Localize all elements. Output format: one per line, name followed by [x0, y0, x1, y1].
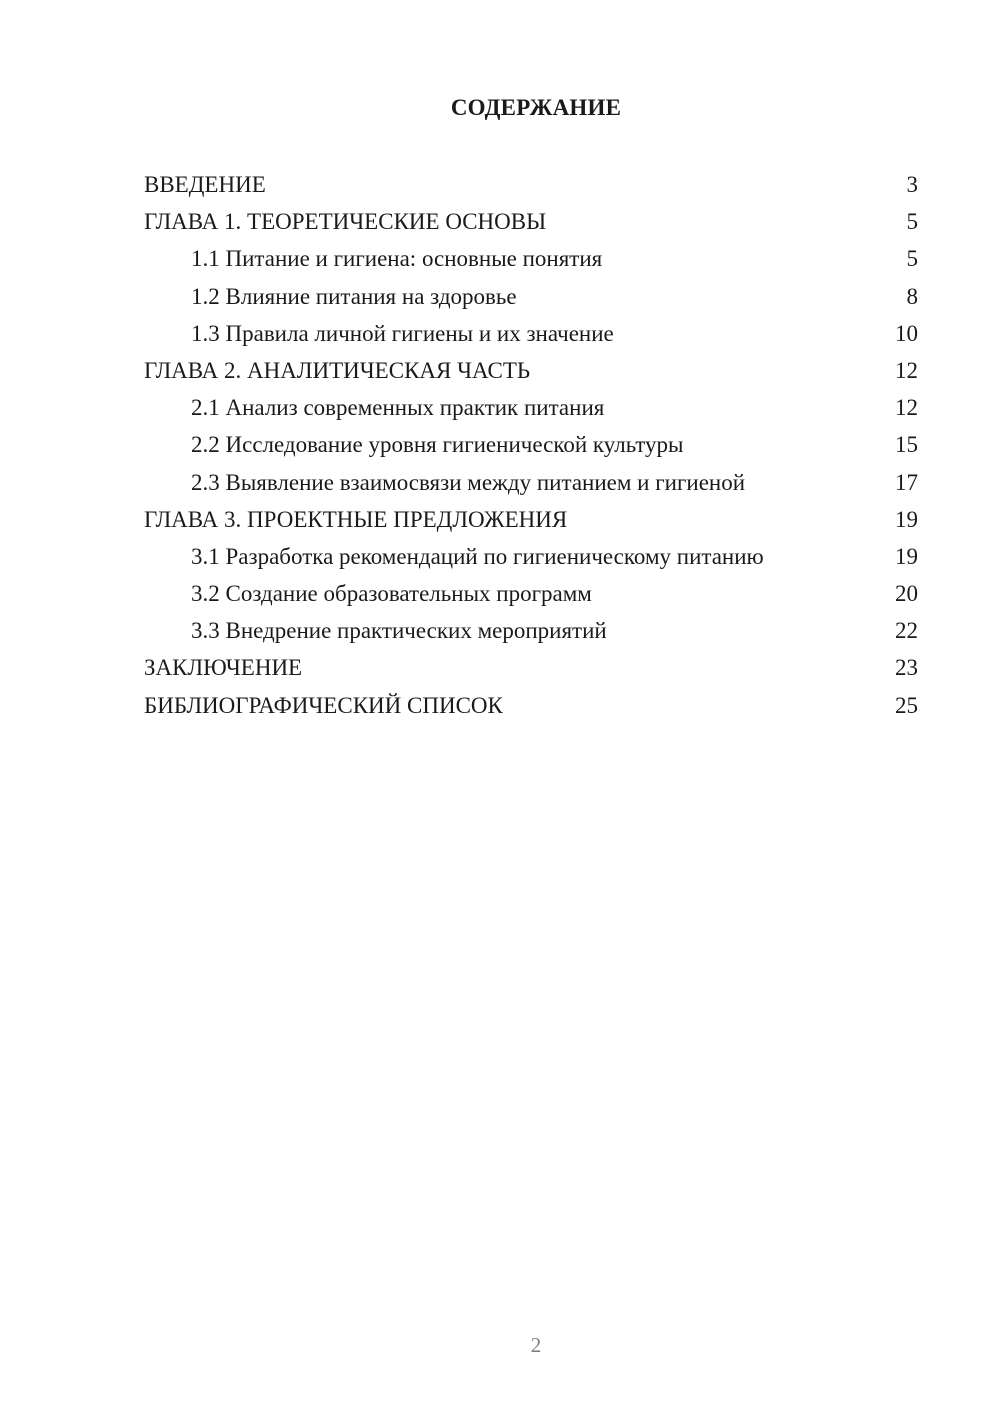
toc-entry-section-2-1	[144, 389, 918, 426]
toc-entry-section-3-3	[144, 612, 918, 649]
toc-entry-label: ЗАКЛЮЧЕНИЕ	[144, 655, 303, 681]
page-title: СОДЕРЖАНИЕ	[450, 95, 622, 120]
table-of-contents	[144, 166, 918, 724]
toc-entry-bibliography	[144, 687, 918, 724]
toc-entry-page: 10	[895, 320, 918, 346]
toc-entry-label: 2.2 Исследование уровня гигиенической культуры	[191, 432, 684, 458]
toc-entry-section-2-3	[144, 464, 918, 501]
toc-entry-section-1-2	[144, 278, 918, 315]
toc-entry-label: ГЛАВА 2. АНАЛИТИЧЕСКАЯ ЧАСТЬ	[144, 357, 531, 383]
toc-entry-page: 5	[906, 246, 918, 272]
toc-entry-page: 12	[895, 357, 918, 383]
toc-entry-page: 8	[906, 283, 918, 309]
toc-entry-page: 20	[895, 581, 918, 607]
toc-entry-label: 3.2 Создание образовательных программ	[191, 581, 592, 607]
toc-entry-label: 3.1 Разработка рекомендаций по гигиеническому питанию	[191, 543, 764, 569]
toc-entry-section-1-3	[144, 315, 918, 352]
toc-entry-label: ВВЕДЕНИЕ	[144, 172, 266, 197]
toc-entry-label: 1.3 Правила личной гигиены и их значение	[191, 320, 614, 346]
toc-entry-section-3-1	[144, 538, 918, 575]
toc-entry-page: 25	[895, 692, 918, 718]
toc-entry-section-3-2	[144, 575, 918, 612]
toc-entry-page: 12	[895, 395, 918, 421]
toc-entry-page: 3	[906, 172, 918, 197]
toc-entry-page: 19	[895, 543, 918, 569]
toc-entry-label: ГЛАВА 1. ТЕОРЕТИЧЕСКИЕ ОСНОВЫ	[144, 209, 547, 235]
toc-entry-page: 22	[895, 618, 918, 644]
toc-entry-label: 1.2 Влияние питания на здоровье	[191, 283, 517, 309]
toc-entry-label: 2.3 Выявление взаимосвязи между питанием и гигиеной	[191, 469, 746, 495]
toc-entry-label: 1.1 Питание и гигиена: основные понятия	[191, 246, 603, 272]
toc-entry-page: 23	[895, 655, 918, 681]
toc-entry-chapter-1	[144, 203, 918, 240]
toc-entry-chapter-2	[144, 352, 918, 389]
toc-entry-page: 5	[906, 209, 918, 235]
toc-entry-label: ГЛАВА 3. ПРОЕКТНЫЕ ПРЕДЛОЖЕНИЯ	[144, 506, 568, 532]
toc-entry-chapter-3	[144, 501, 918, 538]
page-number: 2	[530, 1333, 542, 1357]
toc-entry-page: 15	[895, 432, 918, 458]
toc-entry-label: БИБЛИОГРАФИЧЕСКИЙ СПИСОК	[144, 692, 503, 718]
toc-entry-page: 19	[895, 506, 918, 532]
toc-entry-section-2-2	[144, 426, 918, 463]
toc-entry-label: 2.1 Анализ современных практик питания	[191, 395, 605, 421]
toc-entry-section-1-1	[144, 240, 918, 277]
toc-entry-label: 3.3 Внедрение практических мероприятий	[191, 618, 607, 644]
toc-entry-page: 17	[895, 469, 918, 495]
toc-entry-conclusion	[144, 649, 918, 686]
toc-entry-introduction	[144, 166, 918, 203]
